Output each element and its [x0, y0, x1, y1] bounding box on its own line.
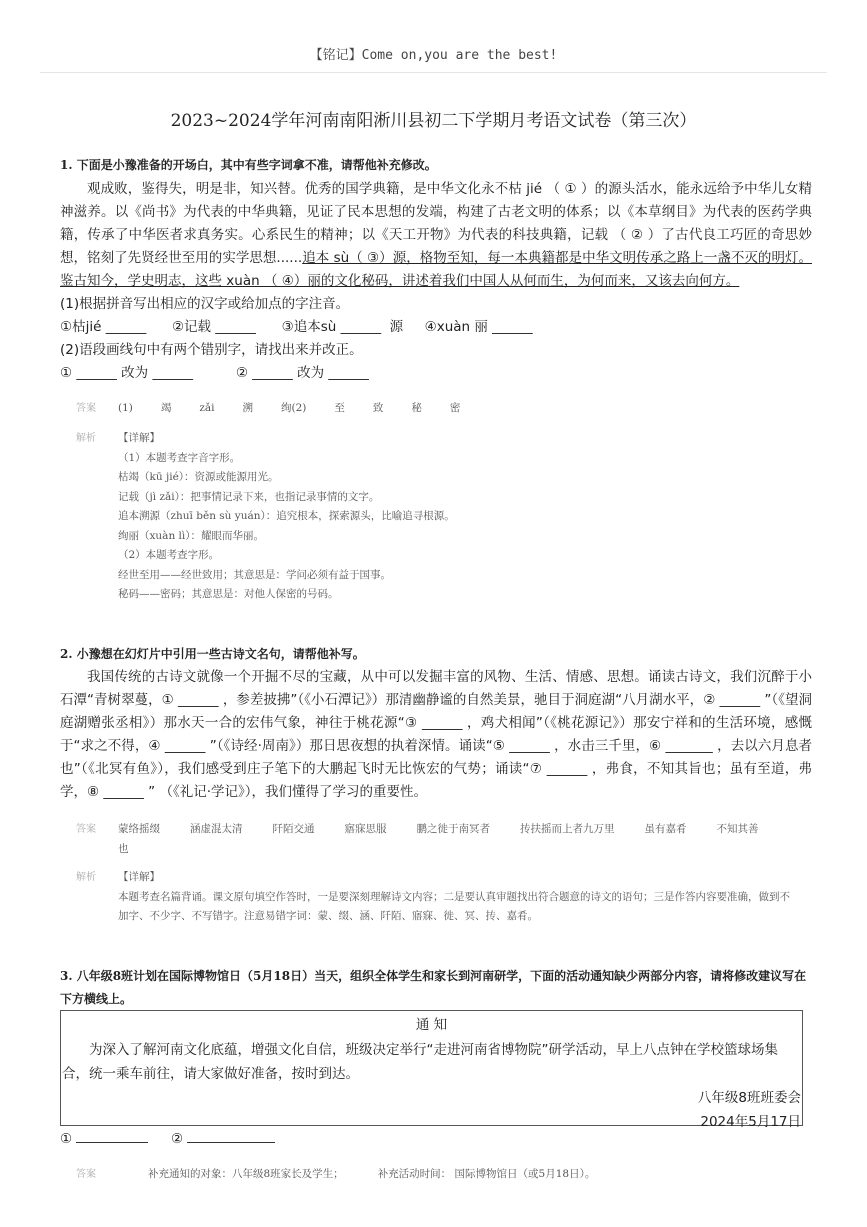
notice-date: 2024年5月17日 [700, 1114, 801, 1130]
analysis-label: 解析 [76, 433, 96, 444]
notice-title: 通 知 [415, 1017, 448, 1033]
sub-question-2: (2)语段画线句中有两个错别字，请找出来并改正。 [60, 342, 363, 358]
question-2 [60, 645, 812, 804]
question-1-passage [60, 178, 812, 293]
question-2-heading: 2. 小豫想在幻灯片中引用一些古诗文名句，请帮他补写。 [60, 647, 365, 661]
answer-item: 秘 [411, 402, 422, 414]
analysis-line: 经世至用——经世致用；其意思是：学问必须有益于国事。 [118, 568, 391, 581]
question-1 [60, 156, 812, 385]
question-3-heading: 3. 八年级8班计划在国际博物馆日（5月18日）当天，组织全体学生和家长到河南研学，下面的活动通知缺少两部分内容，请将修改建议写在下方横线上。 [60, 969, 807, 1006]
analysis-line: 绚丽（xuàn lì）：耀眼而华丽。 [118, 529, 265, 542]
question-2-answer [76, 820, 796, 859]
answer-item: 竭 [160, 402, 172, 414]
analysis-line: 本题考查名篇背诵。课文原句填空作答时，一是要深刻理解诗文内容；二是要认真审题找出符合题意的诗文的语句；三是作答内容要准确，做到不加字、不少字、不写错字。注意易错字词：蒙、缀、涵、阡陌、寤寐、徙、冥、抟、嘉肴。 [118, 890, 790, 922]
page-header: 【铭记】Come on,you are the best! [309, 48, 558, 63]
notice-box [60, 1010, 803, 1130]
question-3 [60, 965, 812, 1011]
sub-question-1: (1)根据拼音写出相应的汉字或给加点的字注音。 [60, 296, 350, 312]
analysis-text [118, 429, 796, 605]
answer-item: 蒙络摇缀 [118, 823, 160, 835]
analysis-line: 枯竭（kū jié）：资源或能源用光。 [118, 471, 279, 483]
answer-item: 溯 [242, 402, 254, 414]
analysis-label: 解析 [76, 872, 96, 883]
analysis-line: 秘码——密码；其意思是：对他人保密的号码。 [118, 588, 339, 600]
answer-item: 补充通知的对象：八年级8班家长及学生； [148, 1168, 344, 1180]
blank-1-label: ① [60, 1131, 73, 1147]
answer-values [118, 399, 796, 419]
analysis-line: 追本溯源（zhuī běn sù yuán）：追究根本，探索源头，比喻追寻根源。 [118, 510, 455, 522]
question-2-analysis [76, 868, 796, 927]
blank-1-line[interactable] [76, 1130, 148, 1143]
sub-question-2-blanks: ① ______ 改为 ______ ② ______ 改为 ______ [60, 365, 369, 381]
question-2-passage: 我国传统的古诗文就像一个开掘不尽的宝藏，从中可以发掘丰富的风物、生活、情感、思想。诵读古诗文，我们沉醉于小石潭“青树翠蔓，① ______ ，参差披拂”（《小石潭记》）那清幽静谧的自然美景，驰目于洞庭湖“八月湖水平，② ______ ”（《望洞庭湖赠张丞相》）那水天一合的宏伟气象，神往于桃花源“③ ______ ，鸡犬相闻”（《桃花源记》）那安宁祥和的生活环境，感慨于“求之不得，④ ______ ”（《诗经·周南》）那日思夜想的执着深情。诵读“⑤ ______ ，水击三千里，⑥ _______ ，去以六月息者也”（《北冥有鱼》），我们感受到庄子笔下的大鹏起飞时无比恢宏的气势；诵读“⑦ ______ ，弗食，不知其旨也；虽有至道，弗学，⑧ ______ ” （《礼记·学记》），我们懂得了学习的重要性。 [60, 669, 812, 800]
notice-signature: 八年级8班班委会 [697, 1090, 801, 1106]
analysis-line: 【详解】 [118, 871, 160, 883]
answer-item: 涵虚混太清 [190, 823, 243, 835]
blank-2-label: ② [171, 1131, 184, 1147]
answer-label: 答案 [76, 403, 96, 414]
answer-label: 答案 [76, 1169, 96, 1180]
analysis-line: （2）本题考查字形。 [118, 549, 220, 561]
analysis-text [118, 868, 796, 927]
question-3-answer [76, 1165, 796, 1185]
answer-item: zǎi [199, 402, 215, 414]
analysis-line: （1）本题考查字音字形。 [118, 451, 241, 464]
header-divider [40, 72, 827, 73]
answer-item: 不知其善也 [118, 823, 759, 855]
question-3-blanks [60, 1128, 275, 1151]
question-1-heading: 1. 下面是小豫准备的开场白，其中有些字词拿不准，请帮他补充修改。 [60, 158, 437, 172]
question-1-analysis [76, 429, 796, 605]
answer-item: (1) [118, 402, 133, 414]
sub-question-1-blanks: ①枯jié ______ ②记载 ______ ③追本sù ______ 源 ④xuàn 丽 ______ [60, 319, 533, 335]
answer-item: 阡陌交通 [272, 823, 315, 835]
page-title: 2023~2024学年河南南阳淅川县初二下学期月考语文试卷（第三次） [170, 111, 697, 131]
analysis-line: 记载（jì zǎi）：把事情记录下来，也指记录事情的文字。 [118, 490, 380, 503]
notice-body: 为深入了解河南文化底蕴，增强文化自信，班级决定举行“走进河南省博物院”研学活动，早上八点钟在学校篮球场集合，统一乘车前往，请大家做好准备，按时到达。 [62, 1042, 778, 1082]
answer-item: 补充活动时间： 国际博物馆日（或5月18日）。 [377, 1168, 596, 1180]
answer-item: 至 [334, 402, 345, 414]
answer-item: 鹏之徙于南冥者 [416, 823, 490, 835]
answer-item: 致 [372, 402, 384, 414]
answer-item: 寤寐思服 [344, 823, 387, 835]
answer-item: 密 [449, 402, 461, 414]
answer-item: 虽有嘉肴 [644, 823, 687, 835]
analysis-line: 【详解】 [118, 432, 160, 444]
answer-item: 绚(2) [281, 402, 307, 414]
question-1-answer [76, 399, 796, 419]
answer-item: 抟扶摇而上者九万里 [520, 823, 615, 835]
underlined-sentence: 追本 sù（ ③）源，格物至知，每一本典籍都是中华文明传承之路上一盏不灭的明灯。鉴古知今，学史明志，这些 xuàn （ ④）丽的文化秘码，讲述着我们中国人从何而生，为何而来，又该去向何方。 [60, 250, 813, 289]
blank-2-line[interactable] [187, 1130, 275, 1143]
answer-label: 答案 [76, 824, 96, 835]
passage-text: 观成败，鉴得失，明是非，知兴替。优秀的国学典籍，是中华文化永不枯 jié （ ① ）的源头活水，能永远给予中华儿女精神滋养。以《尚书》为代表的中华典籍，见证了民本思想的发端，构建了古老文明的体系；以《本草纲目》为代表的医药学典籍，传承了中华医者求真务实。心系民生的精神；以《天工开物》为代表的科技典籍，记载 （ ② ）了古代良工巧匠的奇思妙想，铭刻了先贤经世至用的实学思想...... [60, 181, 812, 266]
answer-values [118, 820, 796, 859]
answer-values [148, 1165, 796, 1185]
